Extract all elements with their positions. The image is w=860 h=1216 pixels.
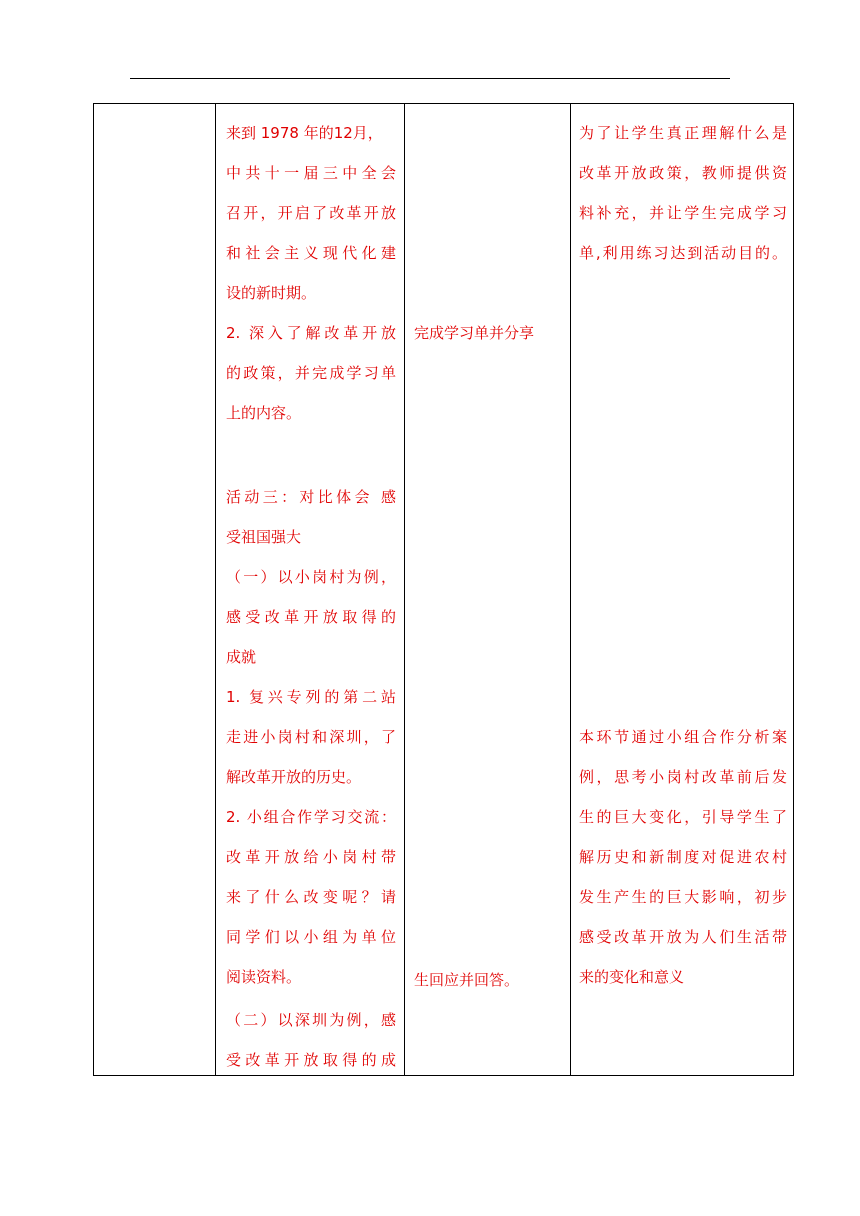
activity-line: 同学们以小组为单位	[226, 928, 396, 946]
activity-line: 上的内容。	[226, 404, 302, 422]
table-column-intent	[571, 104, 793, 1075]
intent-line: 生的巨大变化，引导学生了	[579, 808, 787, 826]
activity-line: 1. 复兴专列的第二站	[226, 688, 396, 706]
activity-line: 召开，开启了改革开放	[226, 204, 396, 222]
intent-line: 单,利用练习达到活动目的。	[579, 244, 787, 262]
activity-line: 改革开放给小岗村带	[226, 848, 396, 866]
activity-line: 成就	[226, 648, 257, 666]
intent-line: 发生产生的巨大影响，初步	[579, 888, 787, 906]
activity-heading: 受祖国强大	[226, 528, 302, 546]
lesson-table	[93, 103, 794, 1076]
intent-line: 本环节通过小组合作分析案	[579, 728, 787, 746]
activity-line: （二）以深圳为例，感	[226, 1011, 396, 1029]
intent-line: 感受改革开放为人们生活带	[579, 928, 787, 946]
activity-line: 来了什么改变呢？请	[226, 888, 396, 906]
activity-line: 受改革开放取得的成	[226, 1051, 396, 1069]
table-column-empty	[94, 104, 216, 1075]
activity-line: 来到 1978 年的12月，	[226, 124, 383, 142]
intent-line: 来的变化和意义	[579, 968, 685, 986]
table-column-activity	[216, 104, 405, 1075]
intent-line: 改革开放政策，教师提供资	[579, 164, 787, 182]
intent-line: 料补充，并让学生完成学习	[579, 204, 787, 222]
intent-line: 为了让学生真正理解什么是	[579, 124, 787, 142]
student-activity-line: 生回应并回答。	[414, 971, 520, 989]
activity-line: 和社会主义现代化建	[226, 244, 396, 262]
activity-line: 感受改革开放取得的	[226, 608, 396, 626]
activity-line: 走进小岗村和深圳，了	[226, 728, 396, 746]
table-column-student	[405, 104, 571, 1075]
activity-line: 的政策，并完成学习单	[226, 364, 396, 382]
activity-line: 阅读资料。	[226, 968, 302, 986]
intent-line: 例，思考小岗村改革前后发	[579, 768, 787, 786]
activity-line: 设的新时期。	[226, 284, 317, 302]
activity-line: 中共十一届三中全会	[226, 164, 396, 182]
activity-line: 解改革开放的历史。	[226, 768, 362, 786]
student-activity-line: 完成学习单并分享	[414, 324, 535, 342]
activity-line: （一）以小岗村为例，	[226, 568, 396, 586]
header-rule	[130, 78, 730, 79]
intent-line: 解历史和新制度对促进农村	[579, 848, 787, 866]
activity-line: 2. 小组合作学习交流：	[226, 808, 396, 826]
activity-line: 2. 深入了解改革开放	[226, 324, 396, 342]
activity-heading: 活动三：对比体会 感	[226, 488, 396, 506]
